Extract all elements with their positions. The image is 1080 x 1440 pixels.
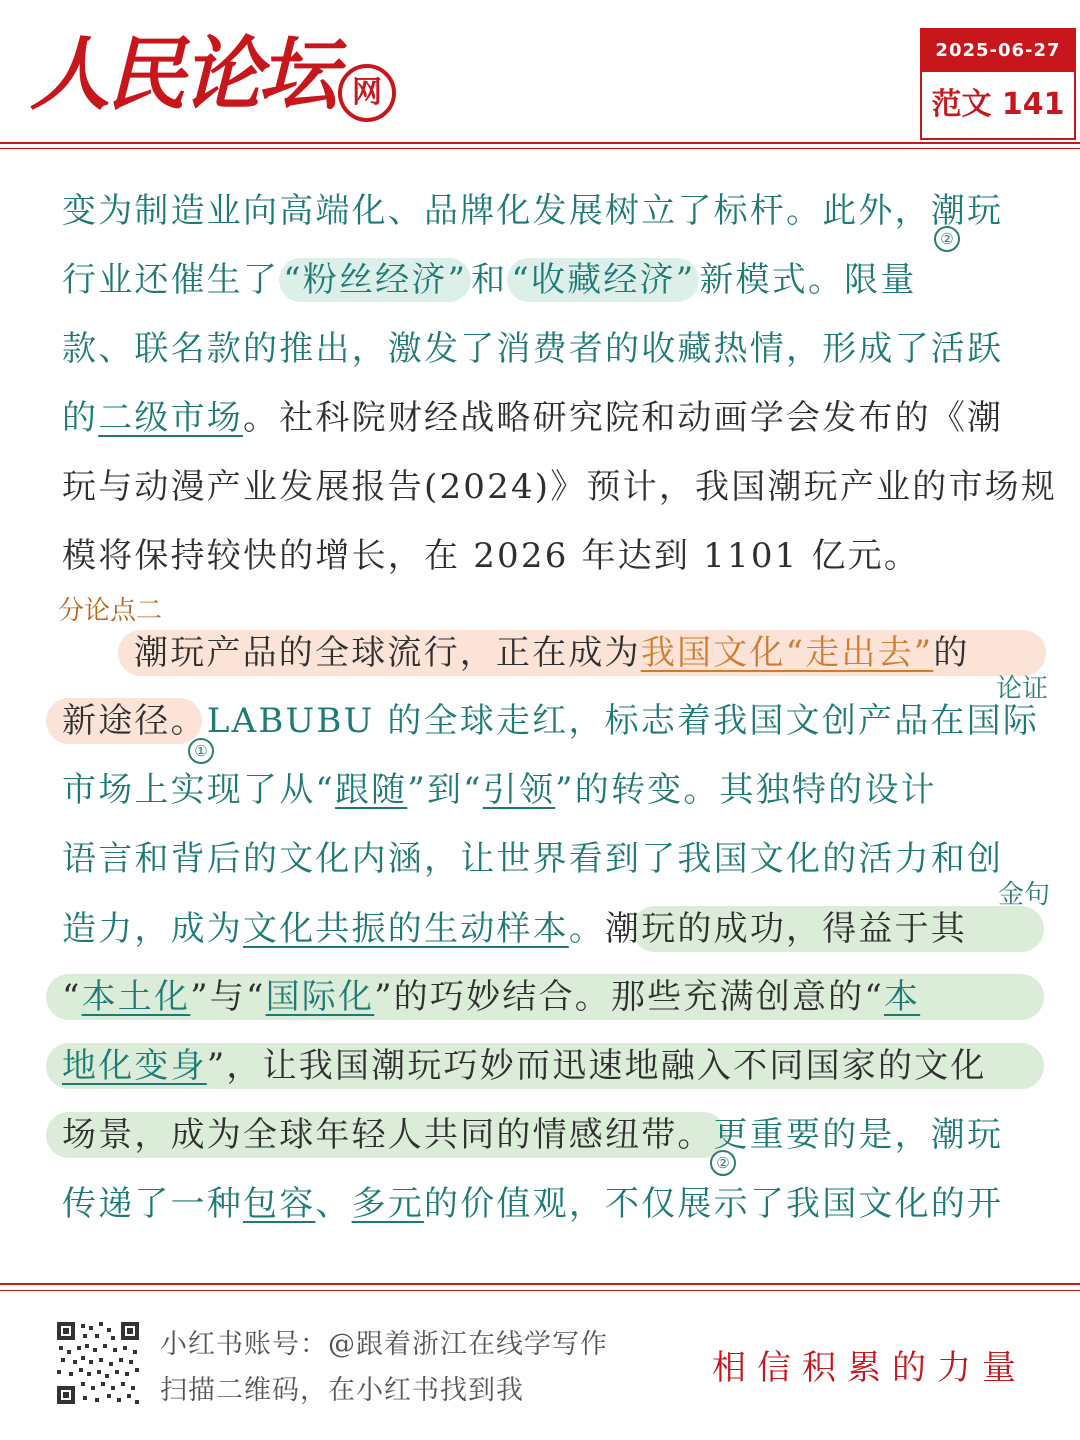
text-segment: 潮玩产品的全球流行，正在成为 [134, 633, 641, 673]
keyword-internationalization: 国际化 [265, 977, 375, 1017]
text-segment: 、 [315, 1184, 352, 1224]
text-segment: 新模式。限量 [699, 260, 917, 300]
logo-text: 人民论坛 [30, 27, 334, 121]
keyword-going-global: 我国文化“走出去” [640, 633, 934, 673]
text-line-2 [62, 257, 1032, 303]
note-sub-point: 分论点二 [58, 596, 163, 626]
keyword-cultural-resonance: 文化共振的生动样本 [243, 909, 569, 949]
text-segment: LABUBU 的全球走红，标志着我国文创产品在国际 [206, 701, 1040, 741]
text-segment: ”到“ [407, 770, 483, 810]
keyword-secondary-market: 二级市场 [98, 398, 244, 438]
keyword-follow: 跟随 [334, 770, 408, 810]
footer-rule [0, 1283, 1080, 1285]
text-segment: 场景，成为全球年轻人共同的情感纽带。 [62, 1115, 714, 1155]
text-segment: 行业还催生了 [62, 260, 280, 300]
footer-rule-thin [0, 1290, 1080, 1291]
text-segment: 。社科院财经战略研究院和动画学会发布的《潮 [243, 398, 1004, 438]
text-segment: 更重要的是，潮玩 [713, 1115, 1004, 1155]
text-segment: 和 [471, 260, 508, 300]
circle-marker-2: ② [934, 226, 960, 252]
keyword-lead: 引领 [482, 770, 556, 810]
note-golden-line: 金句 [998, 880, 1051, 910]
text-segment: ”，让我国潮玩巧妙而迅速地融入不同国家的文化 [206, 1046, 987, 1086]
text-line-5: 玩与动漫产业发展报告(2024)》预计，我国潮玩产业的市场规 [62, 467, 1058, 507]
text-segment: 的 [62, 398, 99, 438]
logo-net-badge: 网 [338, 64, 396, 122]
text-line-3: 款、联名款的推出，激发了消费者的收藏热情，形成了活跃 [62, 329, 1004, 369]
text-line-13 [62, 1043, 1032, 1089]
header-rule [0, 142, 1080, 144]
circle-marker-2b: ② [710, 1150, 736, 1176]
keyword-inclusive: 包容 [243, 1184, 316, 1224]
publish-date: 2025-06-27 [922, 30, 1074, 72]
text-segment: 的 [933, 633, 970, 673]
text-segment: 潮玩的成功，得益于其 [605, 909, 968, 949]
text-segment: ”与“ [190, 977, 266, 1017]
text-segment: “ [62, 977, 82, 1017]
header [0, 0, 1080, 150]
keyword-local-transform-a: 本 [883, 977, 921, 1017]
text-line-12 [62, 974, 1032, 1020]
note-argument: 论证 [996, 674, 1049, 704]
text-segment: 。 [568, 909, 606, 949]
text-line-15 [62, 1181, 1032, 1227]
text-line-7 [134, 630, 1034, 676]
text-line-11 [62, 906, 1032, 952]
header-rule-thin [0, 148, 1080, 149]
footer-account: 小红书账号：@跟着浙江在线学写作 [160, 1329, 608, 1360]
keyword-localization: 本土化 [81, 977, 191, 1017]
text-segment: 市场上实现了从“ [62, 770, 335, 810]
footer-slogan: 相信积累的力量 [712, 1348, 1027, 1388]
date-box [920, 28, 1076, 140]
text-segment: 潮玩 [930, 191, 1004, 231]
keyword-diverse: 多元 [351, 1184, 425, 1224]
qr-code-icon [55, 1320, 141, 1406]
text-segment: ”的巧妙结合。那些充满创意的“ [374, 977, 884, 1017]
text-segment: ”的转变。其独特的设计 [555, 770, 937, 810]
text-line-9 [62, 767, 1032, 813]
footer-scan-hint: 扫描二维码，在小红书找到我 [160, 1375, 524, 1406]
essay-number: 范文 141 [931, 87, 1065, 122]
text-line-8 [62, 698, 1040, 744]
text-line-6: 模将保持较快的增长，在 2026 年达到 1101 亿元。 [62, 536, 921, 576]
text-segment: 的价值观，不仅展示了我国文化的开 [424, 1184, 1004, 1224]
text-line-1 [62, 188, 1032, 234]
text-line-14 [62, 1112, 1032, 1158]
text-segment: 传递了一种 [62, 1184, 243, 1224]
circle-marker-1: ① [188, 738, 214, 764]
text-segment: 新途径。 [62, 701, 207, 741]
text-line-10: 语言和背后的文化内涵，让世界看到了我国文化的活力和创 [62, 839, 1004, 879]
text-segment: 变为制造业向高端化、品牌化发展树立了标杆。此外， [62, 191, 931, 231]
keyword-local-transform-b: 地化变身 [62, 1046, 207, 1086]
text-line-4 [62, 395, 1032, 441]
text-segment: 造力，成为 [62, 909, 243, 949]
keyword-fan-economy: “粉丝经济” [279, 258, 471, 302]
keyword-collection-economy: “收藏经济” [507, 258, 699, 302]
